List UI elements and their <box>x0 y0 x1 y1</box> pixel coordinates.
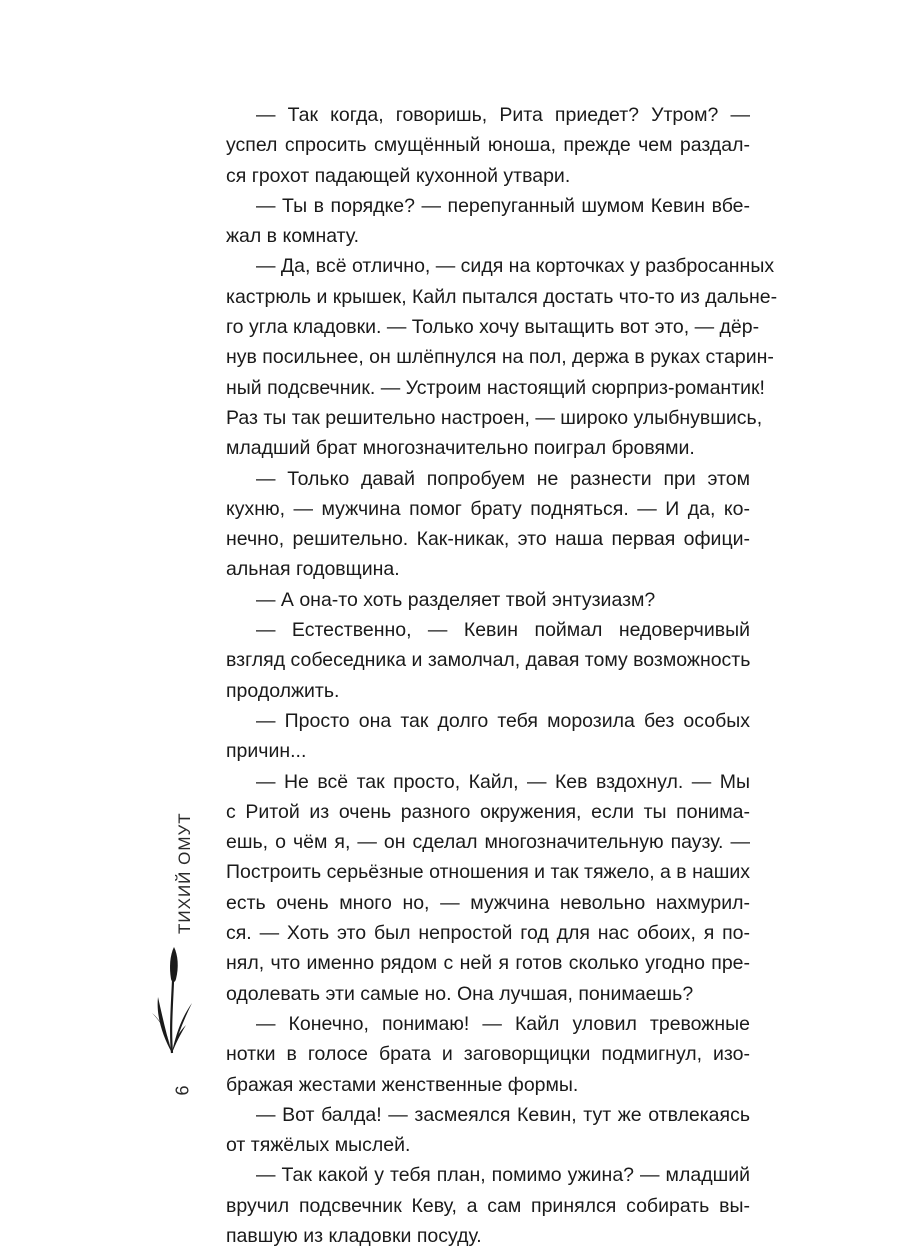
text-line: Раз ты так решительно настроен, — широко улыбнувшись, <box>226 406 763 429</box>
text-line: альная годовщина. <box>226 558 400 581</box>
text-line: — Так какой у тебя план, помимо ужина? — младший <box>256 1164 750 1187</box>
text-line: — Не всё так просто, Кайл, — Кев вздохнул. — Мы <box>256 770 750 793</box>
text-line: ешь, о чём я, — он сделал многозначительную паузу. — <box>226 831 750 854</box>
text-line: бражая жестами женственные формы. <box>226 1073 579 1096</box>
text-line: нял, что именно рядом с ней я готов сколько угодно пре- <box>226 952 750 975</box>
text-line: причин... <box>226 740 307 763</box>
text-line: павшую из кладовки посуду. <box>226 1224 482 1247</box>
text-line: Построить серьёзные отношения и так тяжело, а в наших <box>226 861 750 884</box>
text-line: кастрюль и крышек, Кайл пытался достать что-то из дальне- <box>226 285 778 308</box>
text-line: успел спросить смущённый юноша, прежде чем раздал- <box>226 134 750 157</box>
text-line: взгляд собеседника и замолчал, давая тому возможность <box>226 649 751 672</box>
text-line: младший брат многозначительно поиграл бровями. <box>226 437 695 460</box>
reed-icon <box>150 945 194 1055</box>
text-line: нув посильнее, он шлёпнулся на пол, держа в руках старин- <box>226 346 774 369</box>
text-line: от тяжёлых мыслей. <box>226 1134 411 1157</box>
text-line: — Вот балда! — засмеялся Кевин, тут же отвлекаясь <box>256 1103 750 1126</box>
text-line: — Да, всё отлично, — сидя на корточках у разбросанных <box>256 255 775 278</box>
text-line: — Просто она так долго тебя морозила без особых <box>256 709 750 732</box>
text-line: кухню, — мужчина помог брату подняться. — И да, ко- <box>226 497 750 520</box>
page-body-text <box>226 100 778 1251</box>
text-line: продолжить. <box>226 679 340 702</box>
text-line: — Только давай попробуем не разнести при этом <box>256 467 750 490</box>
text-line: — Так когда, говоришь, Рита приедет? Утром? — <box>256 104 750 126</box>
page-number: 6 <box>172 1085 193 1096</box>
text-line: — Ты в порядке? — перепуганный шумом Кевин вбе- <box>256 194 750 217</box>
text-line: жал в комнату. <box>226 225 360 248</box>
text-line: ный подсвечник. — Устроим настоящий сюрприз-романтик! <box>226 376 765 399</box>
text-line: нотки в голосе брата и заговорщицки подмигнул, изо- <box>226 1043 750 1066</box>
text-line: одолевать эти самые но. Она лучшая, понимаешь? <box>226 982 694 1005</box>
text-line: — Конечно, понимаю! — Кайл уловил тревожные <box>256 1012 750 1035</box>
text-line: го угла кладовки. — Только хочу вытащить вот это, — дёр- <box>226 316 760 339</box>
text-line: ся. — Хоть это был непростой год для нас обоих, я по- <box>226 922 750 945</box>
text-line: с Ритой из очень разного окружения, если ты понима- <box>226 800 750 823</box>
text-line: вручил подсвечник Кеву, а сам принялся собирать вы- <box>226 1194 750 1217</box>
text-line: — Естественно, — Кевин поймал недоверчивый <box>256 619 750 642</box>
text-line: ся грохот падающей кухонной утвари. <box>226 164 571 187</box>
running-title: ТИХИЙ ОМУТ <box>175 812 194 934</box>
text-line: есть очень много но, — мужчина невольно нахмурил- <box>226 891 750 914</box>
text-line: нечно, решительно. Как-никак, это наша первая офици- <box>226 528 750 551</box>
text-line: — А она-то хоть разделяет твой энтузиазм? <box>256 588 656 611</box>
